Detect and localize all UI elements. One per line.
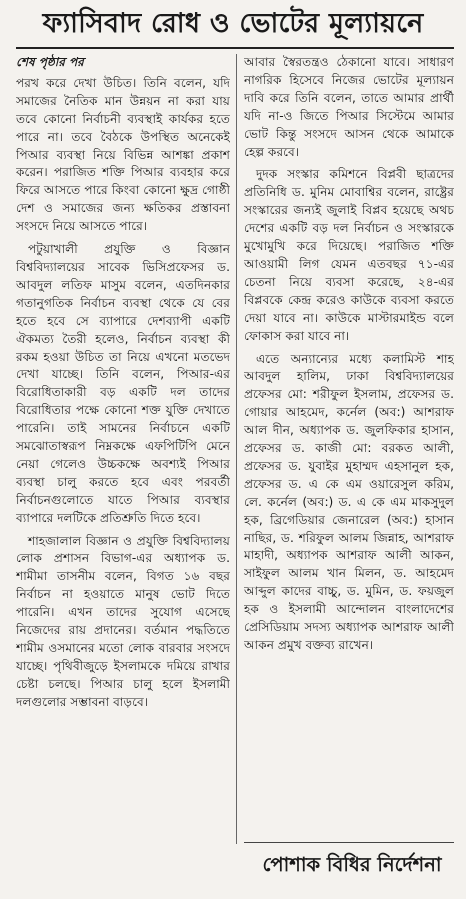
next-article-headline: পোশাক বিধির নির্দেশনা: [262, 853, 442, 876]
right-column: [244, 54, 454, 854]
next-article-rule: [244, 842, 454, 843]
left-paragraph-2: পটুয়াখালী প্রযুক্তি ও বিজ্ঞান বিশ্ববিদ্যালয়ের সাবেক ভিসিপ্রফেসর ড. আবদুল লতিফ মাসুম বলেন, এতদিনকার গতানুগতিক নির্বাচন ব্যবস্থা থেকে যে বের হতে হবে সে ব্যাপারে দেশব্যাপী একটি ঐকমত্য তৈরী হলেও, নির্বাচন ব্যবস্থা কী রকম হওয়া উচিত তা নিয়ে এখনো মতভেদ দেখা যাচ্ছে। তিনি বলেন, পিআর-এর বিরোধিতাকারী বড় একটি দল তাদের বিরোধিতার পক্ষে কোনো শক্ত যুক্তি দেখাতে পারেনি। তাই সামনের নির্বাচনে একটি সমঝোতাস্বরূপ নিম্নকক্ষে এফপিটিপি মেনে নেয়া গেলেও উচ্চকক্ষে অবশ্যই পিআর ব্যবস্থা চালু করতে হবে এবং পরবর্তী নির্বাচনগুলোতে যাতে পিআর ব্যবস্থার ব্যাপারে দলটিকে প্রতিশ্রুতি দিতে হবে।: [16, 242, 230, 525]
left-paragraph-1: পরখ করে দেখা উচিত। তিনি বলেন, যদি সমাজের নৈতিক মান উন্নয়ন না করা যায় তবে কোনো নির্বাচনী ব্যবস্থাই কার্যকর হতে পারে না। তবে বৈঠকে উপস্থিত অনেকেই পিআর ব্যবস্থা নিয়ে বিভিন্ন আশঙ্কা প্রকাশ করেন। পরাজিত শক্তি পিআর ব্যবহার করে ফিরে আসতে পারে কিংবা কোনো ক্ষুদ্র গোষ্ঠী দেশ ও সমাজের জন্য ক্ষতিকর প্রস্তাবনা সংসদে নিয়ে আসতে পারে।: [16, 75, 230, 234]
article-headline: ফ্যাসিবাদ রোধ ও ভোটের মূল্যায়নে: [42, 8, 424, 39]
jump-label: শেষ পৃষ্ঠার পর: [16, 55, 84, 69]
column-divider: [236, 54, 237, 844]
headline-rule: [16, 47, 454, 49]
left-paragraph-3: শাহজালাল বিজ্ঞান ও প্রযুক্তি বিশ্ববিদ্যালয় লোক প্রশাসন বিভাগ-এর অধ্যাপক ড. শামীমা তাসনীম বলেন, বিগত ১৬ বছর নির্বাচন না হওয়াতে মানুষ ভোট দিতে পারেনি। এখন তাদের সুযোগ এসেছে নিজেদের রায় প্রদানের। বর্তমান পদ্ধতিতে শামীম ওসমানের মতো লোক বারবার সংসদে যাচ্ছে। পৃথিবীজুড়ে ইসলামকে দমিয়ে রাখার চেষ্টা চলছে। পিআর চালু হলে ইসলামী দলগুলোর সম্ভাবনা বাড়বে।: [16, 533, 230, 709]
left-column: [16, 54, 230, 854]
right-paragraph-1: আবার স্বৈরতন্ত্রও ঠেকানো যাবে। সাধারণ নাগরিক হিসেবে নিজের ভোটের মূল্যায়ন দাবি করে তিনি বলেন, তাতে আমার প্রার্থী যদি না-ও জিতে পিআর সিস্টেমে আমার ভোট কিন্তু সংসদে আসন থেকে আমাকে হেল্প করবে।: [244, 55, 454, 159]
right-paragraph-3: এতে অন্যান্যের মধ্যে কলামিস্ট শাহ আবদুল হালিম, ঢাকা বিশ্ববিদ্যালয়ের প্রফেসর মো: শরীফুল ইসলাম, প্রফেসর ড. গোয়ার আহমেদ, কর্নেল (অব:) আশরাফ আল দীন, অধ্যাপক ড. জুলফিকার হাসান, প্রফেসর ড. কাজী মো: বরকত আলী, প্রফেসর ড. যুবাইর মুহাম্মদ এহসানুল হক, প্রফেসর ড. এ কে এম ওয়ারেসুল করিম, লে. কর্নেল (অব:) ড. এ কে এম মাকসুদুল হক, ব্রিগেডিয়ার জেনারেল (অব:) হাসান নাছির, ড. শরিফুল আলম জিন্নাহ, আশরাফ মাহাদী, অধ্যাপক আশরাফ আলী আকন, সাইফুল আলম খান মিলন, ড. আহমেদ আব্দুল কাদের বাচ্চু, ড. মুমিন, ড. ফয়জুল হক ও ইসলামী আন্দোলন বাংলাদেশের প্রেসিডিয়াম সদস্য অধ্যাপক আশরাফ আলী আকন প্রমুখ বক্তব্য রাখেন।: [244, 351, 454, 652]
right-paragraph-2: দুদক সংস্কার কমিশনে বিপ্লবী ছাত্রদের প্রতিনিধি ড. মুনিম মোবাশ্বির বলেন, রাষ্ট্রের সংস্কারের জন্যই জুলাই বিপ্লব হয়েছে অথচ দেশের একটি বড় দল নির্বাচন ও সংস্কারকে মুখোমুখি করে দিয়েছে। পরাজিত শক্তি আওয়ামী লিগ যেমন এতবছর ৭১-এর চেতনা নিয়ে ব্যবসা করেছে, ২৪-এর বিপ্লবকে কেন্দ্র করেও কাউকে ব্যবসা করতে দেয়া যাবে না। কাউকে মাস্টারমাইন্ড বলে ফোকাস করা যাবে না।: [244, 167, 454, 343]
